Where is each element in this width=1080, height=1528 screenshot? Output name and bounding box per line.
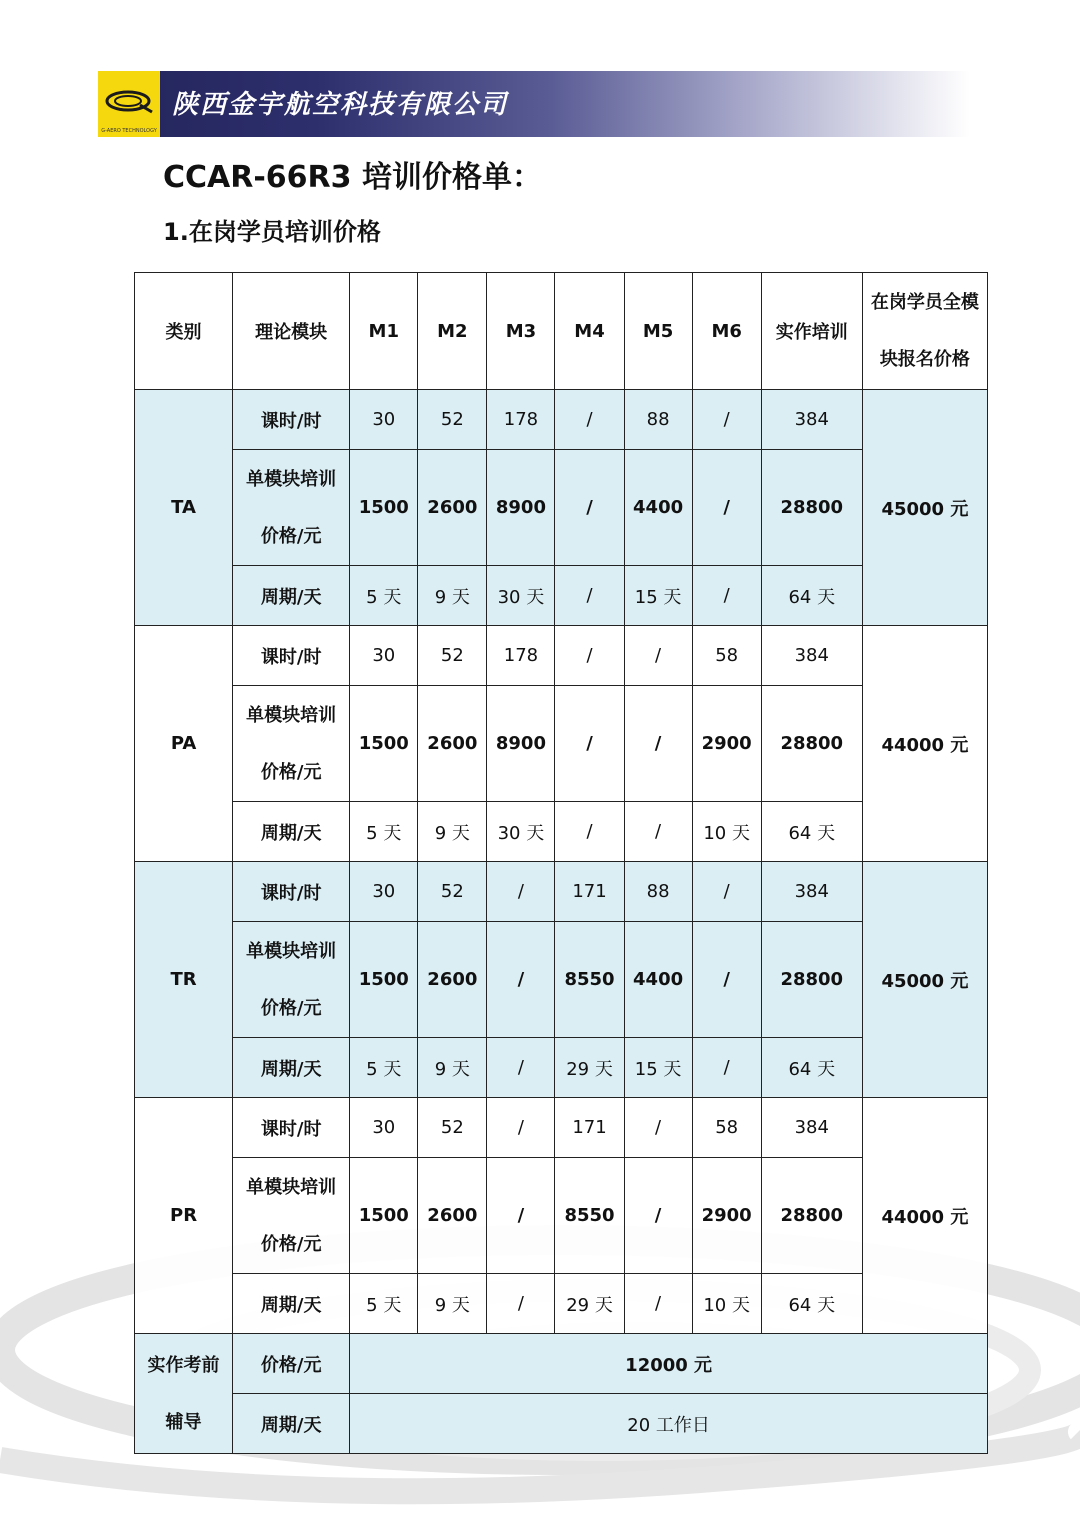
logo-swoosh-icon — [104, 85, 154, 119]
table-cell: / — [692, 390, 761, 450]
table-cell: 88 — [624, 390, 692, 450]
table-cell: / — [487, 1038, 555, 1098]
table-cell: / — [624, 686, 692, 802]
full-price-cell: 45000 元 — [862, 862, 987, 1098]
row-label-price-line2: 价格/元 — [260, 761, 322, 783]
table-cell: / — [555, 450, 624, 566]
table-cell: / — [624, 1274, 692, 1334]
header-practice: 实作培训 — [761, 273, 862, 390]
table-cell: 64 天 — [761, 1274, 862, 1334]
table-cell: 29 天 — [555, 1038, 624, 1098]
table-cell: / — [487, 862, 555, 922]
table-cell: 52 — [418, 1098, 487, 1158]
table-cell: / — [692, 566, 761, 626]
table-cell: 384 — [761, 390, 862, 450]
table-cell: 28800 — [761, 450, 862, 566]
row-label-period: 周期/天 — [233, 1274, 350, 1334]
row-label-hours: 课时/时 — [233, 626, 350, 686]
table-cell: 10 天 — [692, 1274, 761, 1334]
row-label-hours: 课时/时 — [233, 1098, 350, 1158]
row-label-price — [233, 1158, 350, 1274]
table-cell: / — [624, 1098, 692, 1158]
header-category: 类别 — [135, 273, 233, 390]
table-cell: 30 — [350, 1098, 418, 1158]
row-label-price-line1: 单模块培训 — [246, 468, 337, 490]
category-cell: PA — [135, 626, 233, 862]
table-cell: 384 — [761, 626, 862, 686]
header-m1: M1 — [350, 273, 418, 390]
price-table — [134, 272, 988, 1454]
table-cell: / — [624, 626, 692, 686]
table-row — [135, 802, 988, 862]
table-cell: 1500 — [350, 450, 418, 566]
table-row — [135, 922, 988, 1038]
table-cell: 8550 — [555, 1158, 624, 1274]
table-cell: 8550 — [555, 922, 624, 1038]
header-full-price — [862, 273, 987, 390]
table-row — [135, 566, 988, 626]
table-cell: 178 — [487, 626, 555, 686]
table-cell: 9 天 — [418, 802, 487, 862]
row-label-price — [233, 450, 350, 566]
table-cell: 4400 — [624, 450, 692, 566]
coaching-price-value: 12000 元 — [350, 1334, 988, 1394]
table-cell: 52 — [418, 390, 487, 450]
table-cell: 5 天 — [350, 566, 418, 626]
header-m2: M2 — [418, 273, 487, 390]
table-cell: 1500 — [350, 922, 418, 1038]
coaching-category-cell — [135, 1334, 233, 1454]
table-row — [135, 862, 988, 922]
row-label-period: 周期/天 — [233, 566, 350, 626]
row-label-price-line2: 价格/元 — [260, 997, 322, 1019]
row-label-price-line1: 单模块培训 — [246, 1176, 337, 1198]
table-cell: 29 天 — [555, 1274, 624, 1334]
header-m6: M6 — [692, 273, 761, 390]
table-cell: 9 天 — [418, 566, 487, 626]
table-cell: 8900 — [487, 450, 555, 566]
table-cell: 2600 — [418, 922, 487, 1038]
table-cell: 5 天 — [350, 1038, 418, 1098]
row-label-price-line1: 单模块培训 — [246, 940, 337, 962]
table-cell: 58 — [692, 626, 761, 686]
coaching-category-line2: 辅导 — [165, 1411, 202, 1433]
table-cell: / — [555, 802, 624, 862]
header-full-price-line1: 在岗学员全模 — [870, 292, 979, 313]
table-cell: / — [692, 450, 761, 566]
row-label-price-line1: 单模块培训 — [246, 704, 337, 726]
table-cell: / — [487, 1098, 555, 1158]
table-row — [135, 1274, 988, 1334]
table-cell: 30 天 — [487, 802, 555, 862]
table-cell: 15 天 — [624, 1038, 692, 1098]
table-cell: 52 — [418, 862, 487, 922]
table-cell: 30 — [350, 626, 418, 686]
table-cell: 2900 — [692, 686, 761, 802]
table-cell: 171 — [555, 862, 624, 922]
full-price-cell: 44000 元 — [862, 1098, 987, 1334]
table-cell: 178 — [487, 390, 555, 450]
table-cell: 9 天 — [418, 1274, 487, 1334]
table-row — [135, 626, 988, 686]
table-cell: 2600 — [418, 450, 487, 566]
table-cell: / — [555, 686, 624, 802]
category-cell: TR — [135, 862, 233, 1098]
table-row — [135, 390, 988, 450]
page-title: CCAR-66R3 培训价格单： — [163, 160, 542, 195]
table-cell: 64 天 — [761, 566, 862, 626]
company-name: 陕西金宇航空科技有限公司 — [172, 90, 509, 120]
table-cell: / — [624, 1158, 692, 1274]
table-cell: 30 天 — [487, 566, 555, 626]
header-m4: M4 — [555, 273, 624, 390]
table-row — [135, 1334, 988, 1394]
table-row — [135, 1394, 988, 1454]
table-row — [135, 1158, 988, 1274]
full-price-cell: 45000 元 — [862, 390, 987, 626]
table-cell: 2600 — [418, 686, 487, 802]
table-cell: 64 天 — [761, 1038, 862, 1098]
table-row — [135, 1038, 988, 1098]
row-label-price-line2: 价格/元 — [260, 1233, 322, 1255]
coaching-period-value: 20 工作日 — [350, 1394, 988, 1454]
table-cell: / — [487, 922, 555, 1038]
table-cell: 52 — [418, 626, 487, 686]
table-cell: / — [555, 566, 624, 626]
table-cell: 384 — [761, 1098, 862, 1158]
row-label-hours: 课时/时 — [233, 390, 350, 450]
company-logo — [98, 71, 160, 137]
table-cell: 9 天 — [418, 1038, 487, 1098]
table-cell: 58 — [692, 1098, 761, 1158]
row-label-price — [233, 922, 350, 1038]
table-cell: 1500 — [350, 1158, 418, 1274]
header-m3: M3 — [487, 273, 555, 390]
table-cell: 28800 — [761, 922, 862, 1038]
table-cell: 88 — [624, 862, 692, 922]
table-cell: / — [692, 1038, 761, 1098]
table-header-row — [135, 273, 988, 390]
coaching-period-label: 周期/天 — [233, 1394, 350, 1454]
category-cell: TA — [135, 390, 233, 626]
category-cell: PR — [135, 1098, 233, 1334]
logo-caption: G-AERO TECHNOLOGY — [101, 128, 157, 134]
row-label-period: 周期/天 — [233, 1038, 350, 1098]
row-label-price-line2: 价格/元 — [260, 525, 322, 547]
table-cell: 30 — [350, 390, 418, 450]
table-cell: / — [692, 862, 761, 922]
table-cell: 4400 — [624, 922, 692, 1038]
table-cell: 8900 — [487, 686, 555, 802]
header-full-price-line2: 块报名价格 — [879, 349, 970, 370]
table-cell: / — [555, 390, 624, 450]
table-row — [135, 686, 988, 802]
table-row — [135, 1098, 988, 1158]
row-label-hours: 课时/时 — [233, 862, 350, 922]
row-label-price — [233, 686, 350, 802]
table-cell: 1500 — [350, 686, 418, 802]
table-cell: 384 — [761, 862, 862, 922]
header-m5: M5 — [624, 273, 692, 390]
table-cell: / — [555, 626, 624, 686]
full-price-cell: 44000 元 — [862, 626, 987, 862]
table-cell: 28800 — [761, 686, 862, 802]
table-row — [135, 450, 988, 566]
table-cell: 5 天 — [350, 1274, 418, 1334]
table-cell: 64 天 — [761, 802, 862, 862]
table-cell: 30 — [350, 862, 418, 922]
section-heading: 1.在岗学员培训价格 — [163, 218, 381, 246]
row-label-period: 周期/天 — [233, 802, 350, 862]
table-cell: 2600 — [418, 1158, 487, 1274]
table-cell: / — [487, 1274, 555, 1334]
table-cell: / — [487, 1158, 555, 1274]
table-cell: 2900 — [692, 1158, 761, 1274]
coaching-price-label: 价格/元 — [233, 1334, 350, 1394]
table-cell: / — [692, 922, 761, 1038]
table-cell: / — [624, 802, 692, 862]
table-cell: 28800 — [761, 1158, 862, 1274]
table-cell: 10 天 — [692, 802, 761, 862]
table-cell: 5 天 — [350, 802, 418, 862]
table-cell: 15 天 — [624, 566, 692, 626]
coaching-category-line1: 实作考前 — [147, 1354, 220, 1376]
header-module: 理论模块 — [233, 273, 350, 390]
table-cell: 171 — [555, 1098, 624, 1158]
